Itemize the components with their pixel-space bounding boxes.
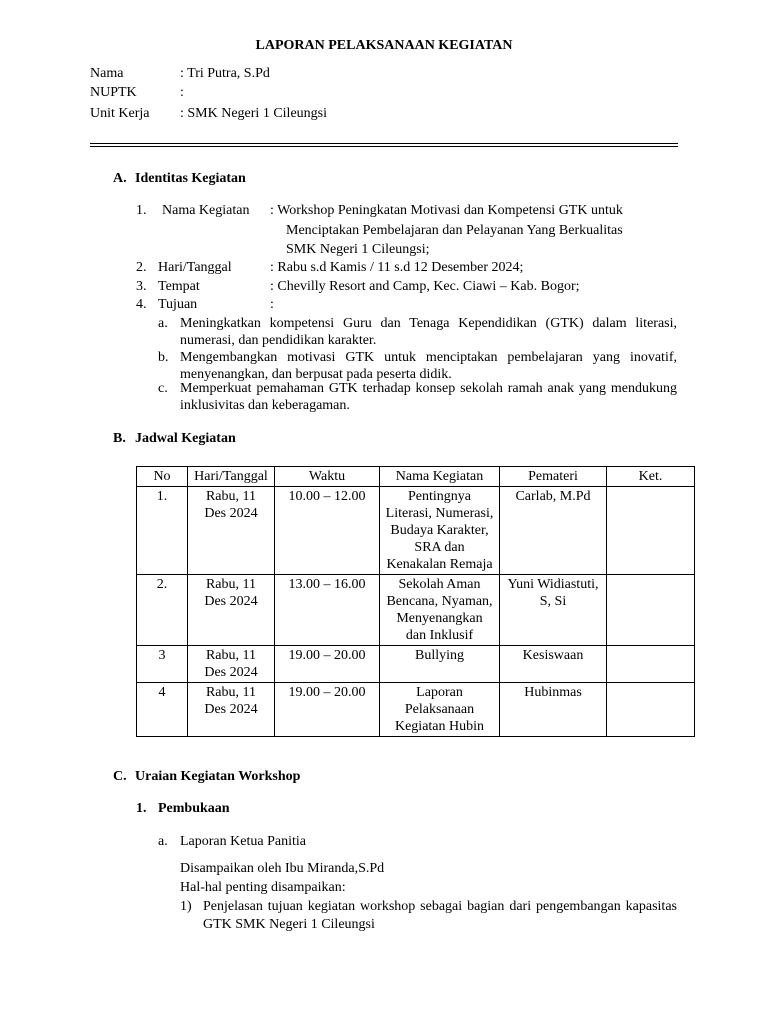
cell-line: Yuni Widiastuti, xyxy=(507,577,599,592)
table-row xyxy=(137,646,695,683)
cell-line: Bencana, Nyaman, xyxy=(386,594,493,609)
goal-letter: a. xyxy=(158,316,168,331)
header-value-nuptk: : xyxy=(180,85,184,100)
cell-line: Bullying xyxy=(414,648,464,663)
identity-item-value: : Workshop Peningkatan Motivasi dan Kompetensi GTK untuk xyxy=(270,203,623,218)
identity-item-num: 1. xyxy=(136,203,147,218)
identity-item-value: : xyxy=(270,297,274,312)
cell-line: Pelaksanaan xyxy=(404,702,475,717)
identity-item-value-cont: SMK Negeri 1 Cileungsi; xyxy=(286,242,430,257)
cell-day xyxy=(188,683,275,737)
goal-text: Mengembangkan motivasi GTK untuk menciptakan pembelajaran yang inovatif, xyxy=(180,350,677,365)
cell-speaker xyxy=(500,575,607,646)
cell-activity xyxy=(380,575,500,646)
identity-item-label: Nama Kegiatan xyxy=(162,203,250,218)
cell-no: 2. xyxy=(137,575,188,646)
cell-time: 13.00 – 16.00 xyxy=(275,575,380,646)
point-text-cont: GTK SMK Negeri 1 Cileungsi xyxy=(203,917,375,932)
table-header-row xyxy=(137,467,695,487)
header-value-nama: : Tri Putra, S.Pd xyxy=(180,66,270,81)
section-b-title: Jadwal Kegiatan xyxy=(135,431,236,446)
subsection-num: 1. xyxy=(136,801,147,816)
cell-line: Kenakalan Remaja xyxy=(386,557,493,572)
goal-text-cont: menyenangkan, dan berpusat pada peserta didik. xyxy=(180,367,452,382)
header-value-unit: : SMK Negeri 1 Cileungsi xyxy=(180,106,327,121)
cell-day xyxy=(188,575,275,646)
paragraph: Hal-hal penting disampaikan: xyxy=(180,880,346,895)
goal-letter: c. xyxy=(158,381,168,396)
identity-item-num: 4. xyxy=(136,297,147,312)
cell-line: Hubinmas xyxy=(524,685,582,700)
cell-note xyxy=(607,683,695,737)
subitem-letter: a. xyxy=(158,834,168,849)
header-divider-bottom xyxy=(90,146,678,147)
column-header: Ket. xyxy=(607,467,695,487)
cell-line: Des 2024 xyxy=(204,506,258,521)
cell-line: dan Inklusif xyxy=(405,628,474,643)
cell-no: 1. xyxy=(137,487,188,575)
column-header: No xyxy=(137,467,188,487)
cell-activity xyxy=(380,487,500,575)
section-a-letter: A. xyxy=(113,171,127,186)
identity-item-num: 3. xyxy=(136,279,147,294)
cell-line: Des 2024 xyxy=(204,665,258,680)
cell-line: Des 2024 xyxy=(204,702,258,717)
cell-time: 19.00 – 20.00 xyxy=(275,646,380,683)
cell-note xyxy=(607,487,695,575)
cell-line: Sekolah Aman xyxy=(398,577,481,592)
identity-item-label: Hari/Tanggal xyxy=(158,260,232,275)
cell-line: Kegiatan Hubin xyxy=(394,719,485,734)
column-header: Hari/Tanggal xyxy=(188,467,275,487)
cell-line: Pentingnya xyxy=(408,489,471,504)
cell-line: Menyenangkan xyxy=(396,611,483,626)
goal-text: Memperkuat pemahaman GTK terhadap konsep sekolah ramah anak yang mendukung xyxy=(180,381,677,396)
cell-activity xyxy=(380,646,500,683)
identity-item-num: 2. xyxy=(136,260,147,275)
cell-line: Laporan xyxy=(416,685,463,700)
point-num: 1) xyxy=(180,899,192,914)
paragraph: Disampaikan oleh Ibu Miranda,S.Pd xyxy=(180,861,385,876)
cell-speaker xyxy=(500,646,607,683)
header-divider-top xyxy=(90,143,678,144)
header-label-nama: Nama xyxy=(90,66,124,81)
identity-item-label: Tempat xyxy=(158,279,200,294)
column-header: Nama Kegiatan xyxy=(380,467,500,487)
page-title: LAPORAN PELAKSANAAN KEGIATAN xyxy=(255,38,513,53)
section-c-letter: C. xyxy=(113,769,127,784)
cell-line: Rabu, 11 xyxy=(205,577,257,592)
table-row xyxy=(137,575,695,646)
goal-text-cont: inklusivitas dan keberagaman. xyxy=(180,398,350,413)
cell-line: Literasi, Numerasi, xyxy=(385,506,494,521)
column-header: Pemateri xyxy=(500,467,607,487)
cell-note xyxy=(607,575,695,646)
identity-item-value: : Rabu s.d Kamis / 11 s.d 12 Desember 2024; xyxy=(270,260,524,275)
cell-activity xyxy=(380,683,500,737)
goal-text-cont: numerasi, dan pendidikan karakter. xyxy=(180,333,377,348)
section-b-letter: B. xyxy=(113,431,126,446)
cell-line: Rabu, 11 xyxy=(205,489,257,504)
cell-no: 4 xyxy=(137,683,188,737)
cell-time: 19.00 – 20.00 xyxy=(275,683,380,737)
identity-item-label: Tujuan xyxy=(158,297,198,312)
cell-note xyxy=(607,646,695,683)
cell-line: SRA dan xyxy=(414,540,465,555)
cell-line: Rabu, 11 xyxy=(205,648,257,663)
subsection-title: Pembukaan xyxy=(158,801,230,816)
cell-time: 10.00 – 12.00 xyxy=(275,487,380,575)
section-c-title: Uraian Kegiatan Workshop xyxy=(135,769,301,784)
table-row xyxy=(137,683,695,737)
point-text: Penjelasan tujuan kegiatan workshop sebagai bagian dari pengembangan kapasitas xyxy=(203,899,677,914)
section-a-title: Identitas Kegiatan xyxy=(135,171,246,186)
header-label-nuptk: NUPTK xyxy=(90,85,137,100)
cell-line: Budaya Karakter, xyxy=(390,523,489,538)
cell-line: S, Si xyxy=(539,594,567,609)
cell-day xyxy=(188,646,275,683)
table-row xyxy=(137,487,695,575)
cell-line: Carlab, M.Pd xyxy=(515,489,591,504)
header-label-unit: Unit Kerja xyxy=(90,106,150,121)
identity-item-value-cont: Menciptakan Pembelajaran dan Pelayanan Yang Berkualitas xyxy=(286,223,623,238)
cell-line: Kesiswaan xyxy=(522,648,584,663)
cell-line: Des 2024 xyxy=(204,594,258,609)
goal-letter: b. xyxy=(158,350,169,365)
cell-speaker xyxy=(500,683,607,737)
cell-line: Rabu, 11 xyxy=(205,685,257,700)
goal-text: Meningkatkan kompetensi Guru dan Tenaga Kependidikan (GTK) dalam literasi, xyxy=(180,316,677,331)
subitem-title: Laporan Ketua Panitia xyxy=(180,834,306,849)
column-header: Waktu xyxy=(275,467,380,487)
schedule-table xyxy=(136,466,695,737)
cell-day xyxy=(188,487,275,575)
cell-no: 3 xyxy=(137,646,188,683)
cell-speaker xyxy=(500,487,607,575)
identity-item-value: : Chevilly Resort and Camp, Kec. Ciawi – Kab. Bogor; xyxy=(270,279,580,294)
